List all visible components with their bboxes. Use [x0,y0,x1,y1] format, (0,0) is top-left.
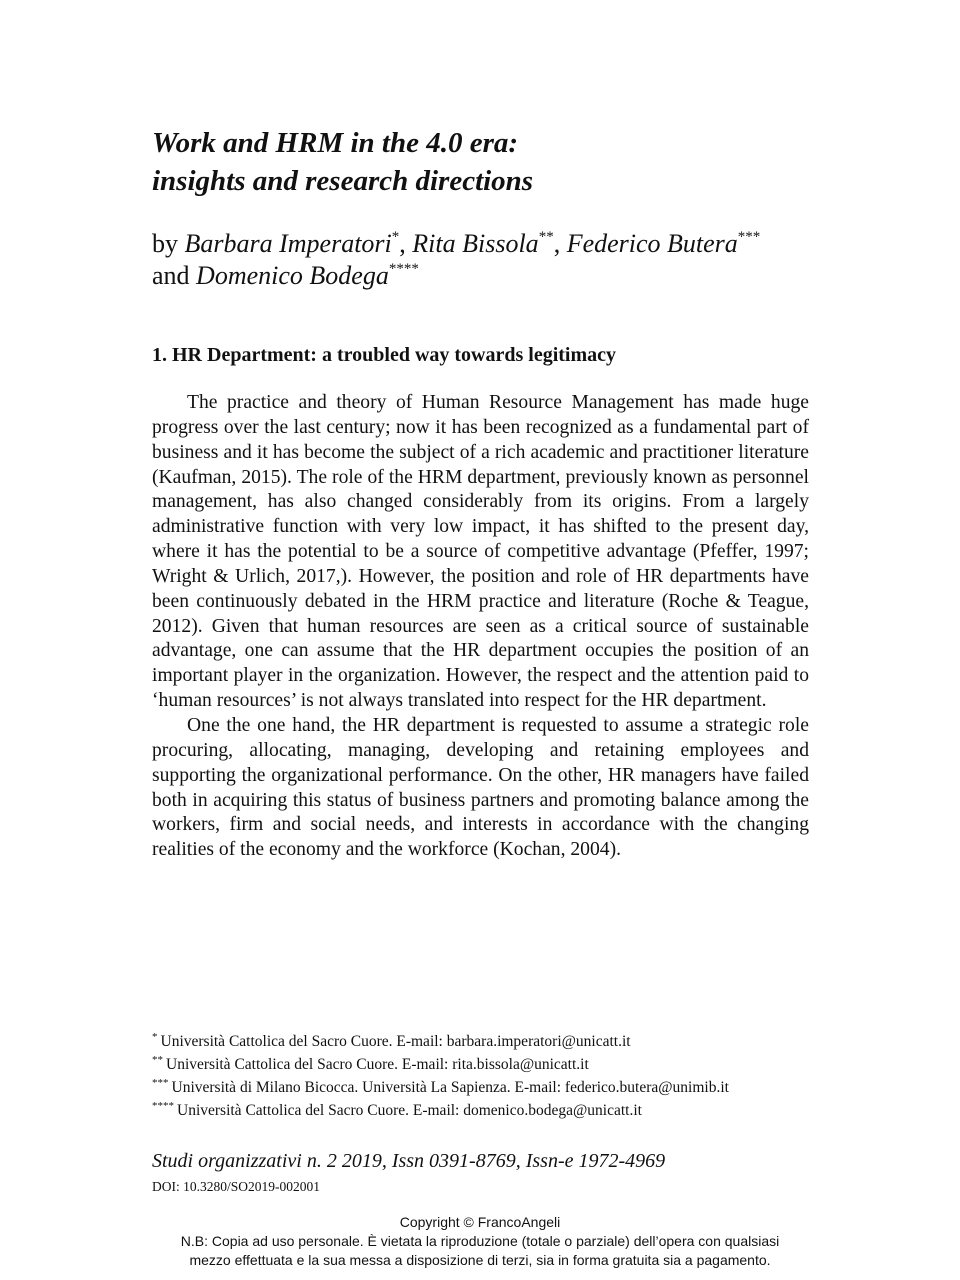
body-paragraph: The practice and theory of Human Resource Management has made huge progress over the last century; now it has been recognized as a fundamental part of business and it has become the subject of a rich academic and practitioner literature (Kaufman, 2015). The role of the HRM department, previously known as personnel management, has also changed considerably from its origins. From a largely administrative function with very low impact, it has shifted to the present day, where it has the potential to be a source of competitive advantage (Pfeffer, 1997; Wright & Urlich, 2017,). However, the position and role of HR departments have been continuously debated in the HRM practice and literature (Roche & Teague, 2012). Given that human resources are seen as a critical source of sustainable advantage, one can assume that the HR department occupies the position of an important player in the organization. However, the respect and the attention paid to ‘human resources’ is not always translated into respect for the HR department. [152,392,809,712]
author-name: Barbara Imperatori [184,229,392,258]
author-mark: *** [737,229,761,245]
article-title-line-1: Work and HRM in the 4.0 era: [152,127,519,159]
copyright-line-1: Copyright © FrancoAngeli [399,1214,561,1230]
article-title [152,124,852,200]
author-name: Rita Bissola [412,229,539,258]
author-mark: ** [538,229,554,245]
author-prefix: by [152,229,185,258]
author-line-1 [152,228,852,260]
footnote-text: Università di Milano Bicocca. Università La Sapienza. E-mail: federico.butera@unimib.it [171,1079,729,1096]
journal-citation: Studi organizzativi n. 2 2019, Issn 0391-8769, Issn-e 1972-4969 [152,1150,666,1172]
footnotes [152,1030,872,1122]
footnote [152,1053,872,1076]
author-separator: , [553,229,567,258]
body-text [152,391,809,863]
footnote [152,1099,872,1122]
footnote-mark: * [152,1031,158,1043]
copyright-line-3: mezzo effettuata e la sua messa a disposizione di terzi, sia in forma gratuita sia a pagamento. [189,1252,771,1268]
footnote-text: Università Cattolica del Sacro Cuore. E-mail: domenico.bodega@unicatt.it [177,1102,642,1119]
author-name: Federico Butera [566,229,738,258]
footnote [152,1030,872,1053]
author-line-2 [152,260,852,292]
copyright-line-2: N.B: Copia ad uso personale. È vietata la riproduzione (totale o parziale) dell’opera con qualsiasi [180,1233,780,1249]
doi: DOI: 10.3280/SO2019-002001 [152,1179,320,1194]
author-separator: , [399,229,413,258]
footnote [152,1076,872,1099]
author-name: Domenico Bodega [196,261,389,290]
article-title-line-2: insights and research directions [152,165,534,197]
footnote-text: Università Cattolica del Sacro Cuore. E-mail: barbara.imperatori@unicatt.it [160,1033,631,1050]
author-mark: * [391,229,400,245]
copyright-notice [0,1213,960,1270]
footnote-text: Università Cattolica del Sacro Cuore. E-mail: rita.bissola@unicatt.it [166,1056,589,1073]
footnote-mark: *** [152,1077,169,1089]
author-list [152,228,852,292]
section-heading: 1. HR Department: a troubled way towards legitimacy [152,344,617,366]
footnote-mark: **** [152,1100,174,1112]
author-conjunction: and [152,261,197,290]
author-mark: **** [388,261,419,277]
footnote-mark: ** [152,1054,163,1066]
body-paragraph: One the one hand, the HR department is requested to assume a strategic role procuring, allocating, managing, developing and retaining employees and supporting the organizational performance. On the other, HR managers have failed both in acquiring this status of business partners and promoting balance among the workers, firm and social needs, and interests in accordance with the changing realities of the economy and the workforce (Kochan, 2004). [152,714,809,861]
